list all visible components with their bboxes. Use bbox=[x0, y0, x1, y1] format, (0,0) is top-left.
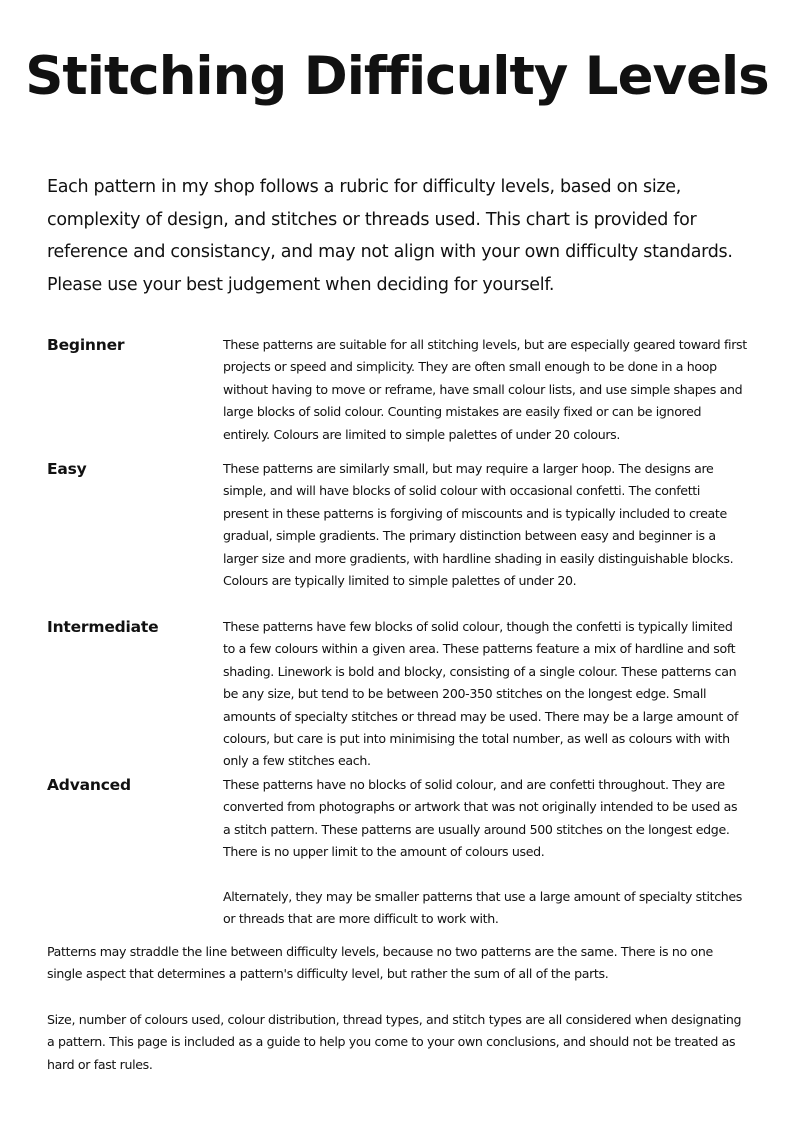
footer-paragraph: Patterns may straddle the line between difficulty levels, because no two patterns are the same. There is no one single aspect that determines a pattern's difficulty level, but rather the sum of all of the parts. bbox=[47, 944, 713, 982]
level-description bbox=[223, 458, 747, 592]
footer-paragraph: Size, number of colours used, colour distribution, thread types, and stitch types are all considered when designating a pattern. This page is included as a guide to help you come to your own conclusions, and should not be treated as hard or fast rules. bbox=[47, 1012, 742, 1072]
level-paragraph: These patterns have few blocks of solid colour, though the confetti is typically limited to a few colours within a given area. These patterns feature a mix of hardline and soft shading. Linework is bold and blocky, consisting of a single colour. These patterns can be any size, but tend to be between 200-350 stitches on the longest edge. Small amounts of specialty stitches or thread may be used. There may be a large amount of colours, but care is put into minimising the total number, as well as colours with with only a few stitches each. bbox=[223, 619, 739, 769]
page-title: Stitching Difficulty Levels bbox=[25, 46, 769, 107]
level-description bbox=[223, 334, 747, 446]
level-name: Intermediate bbox=[47, 618, 159, 636]
level-name: Advanced bbox=[47, 776, 131, 794]
level-paragraph: These patterns are suitable for all stitching levels, but are especially geared toward first projects or speed and simplicity. They are often small enough to be done in a hoop without having to move or reframe, have small colour lists, and use simple shapes and large blocks of solid colour. Counting mistakes are easily fixed or can be ignored entirely. Colours are limited to simple palettes of under 20 colours. bbox=[223, 337, 747, 442]
level-paragraph: Alternately, they may be smaller patterns that use a large amount of specialty stitches or threads that are more difficult to work with. bbox=[223, 888, 743, 927]
intro-paragraph: Each pattern in my shop follows a rubric for difficulty levels, based on size, complexity of design, and stitches or threads used. This chart is provided for reference and consistancy, and may not align with your own difficulty standards. Please use your best judgement when deciding for yourself. bbox=[47, 177, 733, 295]
level-name: Beginner bbox=[47, 336, 125, 354]
level-name: Easy bbox=[47, 460, 87, 478]
level-paragraph: These patterns are similarly small, but may require a larger hoop. The designs are simple, and will have blocks of solid colour with occasional confetti. The confetti present in these patterns is forgiving of miscounts and is typically included to create gradual, simple gradients. The primary distinction between easy and beginner is a larger size and more gradients, with hardline shading in easily distinguishable blocks. Colours are typically limited to simple palettes of under 20. bbox=[223, 461, 734, 589]
level-description bbox=[223, 616, 747, 773]
level-paragraph: These patterns have no blocks of solid colour, and are confetti throughout. They are converted from photographs or artwork that was not originally intended to be used as a stitch pattern. These patterns are usually around 500 stitches on the longest edge. There is no upper limit to the amount of colours used. bbox=[223, 777, 738, 860]
level-description bbox=[223, 774, 747, 930]
